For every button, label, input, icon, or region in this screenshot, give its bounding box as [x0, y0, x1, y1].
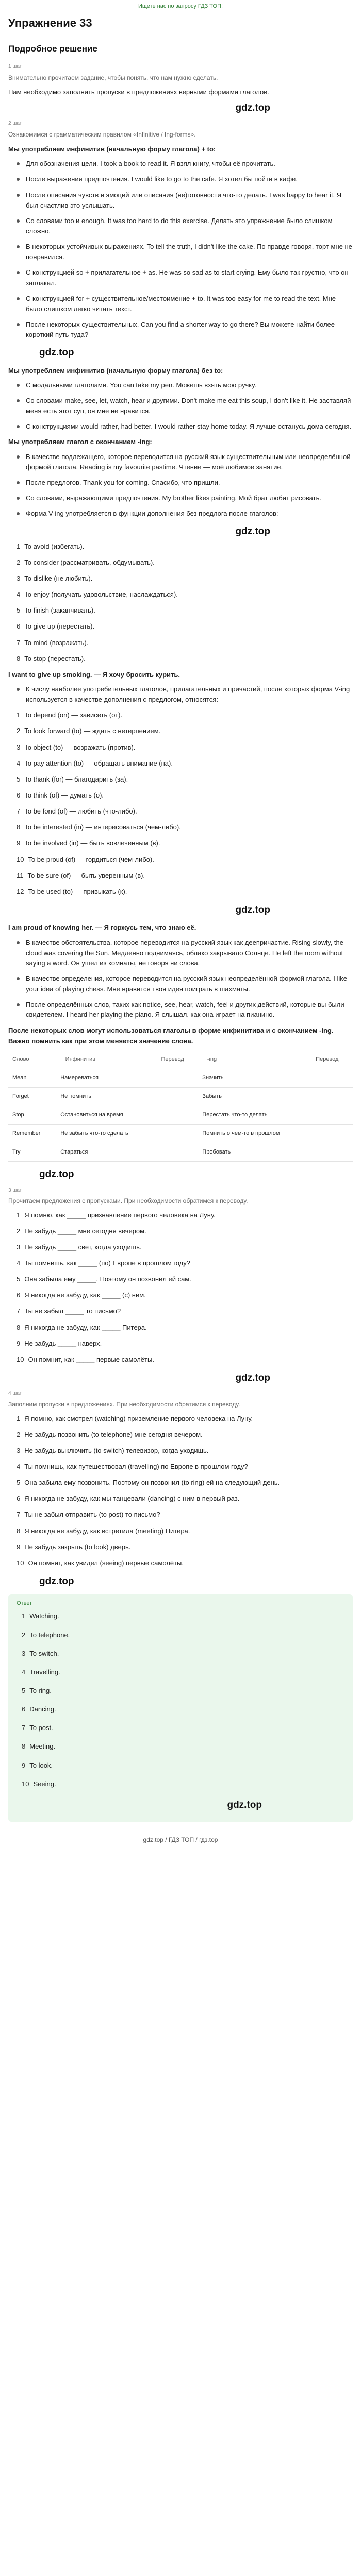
list-item: 8 Meeting. — [22, 1742, 56, 1751]
solution-heading: Подробное решение — [8, 44, 97, 54]
list-item: 10 Он помнит, как _____ первые самолёты. — [17, 1355, 154, 1363]
page-title: Упражнение 33 — [8, 16, 92, 29]
table-header: + Инфинитив — [56, 1050, 157, 1069]
list-item: В качестве подлежащего, которое переводится на русский язык существительным или неопределённой формой глагола. Reading is my favourite pastime. Чтение — моё любимое занятие. — [17, 452, 353, 472]
list-item: К числу наиболее употребительных глаголов, прилагательных и причастий, после которых форма V-ing используется в качестве дополнения с предлогом, относятся: — [17, 684, 353, 705]
watermark: gdz.top — [235, 526, 270, 537]
list-item: 2 To consider (рассматривать, обдумывать). — [17, 558, 155, 566]
list-item: 5 To ring. — [22, 1687, 52, 1695]
list-item: 9 To be involved (in) — быть вовлеченным (в). — [17, 839, 160, 848]
list-item: 1 Watching. — [22, 1612, 59, 1620]
list-item: 2 Не забудь _____ мне сегодня вечером. — [17, 1227, 146, 1235]
example-sentence: I want to give up smoking. — Я хочу бросить курить. — [8, 670, 180, 679]
step-label: 3 шаг — [8, 1187, 22, 1193]
table-header: Слово — [8, 1050, 56, 1069]
list-item: 7 To be fond (of) — любить (что-либо). — [17, 807, 137, 816]
list-item: После некоторых существительных. Can you find a shorter way to go there? Вы можете найти более короткий путь туда? — [17, 319, 353, 340]
list-item: Со словами, выражающими предпочтения. My brother likes painting. Мой брат любит рисовать. — [17, 493, 353, 503]
list-item: 9 Не забудь _____ наверх. — [17, 1339, 102, 1347]
list-item: В качестве определения, которое переводится на русский язык неопределённой формой глагола. I like your idea of playing chess. Мне нравится твоя идея поиграть в шахматы. — [17, 974, 353, 994]
list-item: 4 To enjoy (получать удовольствие, наслаждаться). — [17, 590, 178, 599]
list-item: Со словами make, see, let, watch, hear и другими. Don't make me eat this soup, I don't like it. Не заставляй меня есть этот суп, он мне не нравится. — [17, 396, 353, 416]
list-item: С конструкцией so + прилагательное + as. He was so sad as to start crying. Ему было так грустно, что он заплакал. — [17, 267, 353, 288]
rule-list — [8, 452, 353, 519]
list-item: 8 To stop (перестать). — [17, 654, 86, 663]
list-item: 3 To dislike (не любить). — [17, 574, 93, 583]
watermark: gdz.top — [235, 102, 270, 113]
section-title: Мы употребляем инфинитив (начальную форму глагола) + to: — [8, 145, 216, 154]
answer-box — [8, 1594, 353, 1822]
list-item: 9 To look. — [22, 1761, 53, 1769]
step-label: 2 шаг — [8, 121, 22, 127]
list-item: 6 To think (of) — думать (о). — [17, 791, 104, 799]
step-task: Прочитаем предложения с пропусками. При необходимости обратимся к переводу. — [8, 1197, 248, 1205]
verb-list — [8, 541, 353, 664]
list-item: 10 To be proud (of) — гордиться (чем-либо). — [17, 855, 154, 863]
section-title: Мы употребляем глагол с окончанием -ing: — [8, 438, 152, 446]
step-label: 4 шаг — [8, 1391, 22, 1397]
table-header-row — [8, 1050, 353, 1069]
top-link[interactable]: Ищете нас по запросу ГДЗ ТОП! — [138, 3, 223, 9]
list-item: 6 Dancing. — [22, 1705, 56, 1714]
list-item: После определённых слов, таких как notice, see, hear, watch, feel и других действий, которые вы были свидетелем. I heard her playing the piano. Я слышал, как она играет на пианино. — [17, 999, 353, 1020]
list-item: 10 Он помнит, как увидел (seeing) первые самолёты. — [17, 1558, 184, 1567]
list-item: 9 Не забудь закрыть (to look) дверь. — [17, 1543, 131, 1551]
step-1 — [8, 63, 353, 97]
rule-list — [8, 684, 353, 705]
step-2 — [8, 120, 353, 1162]
verb-list — [8, 710, 353, 897]
list-item: В качестве обстоятельства, которое переводится на русский язык как деепричастие. Rising slowly, the cloud was covering the Sun. Медленно поднимаясь, облако закрывало Солнце. He left the room without saying a word. Он ушел из комнаты, не говоря ни слова. — [17, 938, 353, 969]
watermark: gdz.top — [235, 1372, 270, 1384]
list-item: 6 To give up (перестать). — [17, 622, 95, 631]
list-item: Для обозначения цели. I took a book to read it. Я взял книгу, чтобы её прочитать. — [17, 159, 353, 169]
step-label: 1 шаг — [8, 64, 22, 70]
watermark: gdz.top — [235, 904, 270, 916]
list-item: 1 To avoid (избегать). — [17, 542, 85, 550]
list-item: 1 To depend (on) — зависеть (от). — [17, 711, 123, 719]
list-item: 12 To be used (to) — привыкать (к). — [17, 887, 127, 895]
watermark: gdz.top — [39, 1575, 74, 1587]
list-item: С модальными глаголами. You can take my pen. Можешь взять мою ручку. — [17, 380, 353, 391]
list-item: После выражения предпочтения. I would like to go to the cafe. Я хотел бы пойти в кафе. — [17, 174, 353, 184]
list-item: Со словами too и enough. It was too hard to do this exercise. Делать это упражнение было слишком сложно. — [17, 216, 353, 236]
list-item: 4 Travelling. — [22, 1668, 60, 1676]
table-row: Mean Намереваться Значить — [8, 1069, 353, 1087]
list-item: 7 To post. — [22, 1724, 53, 1732]
list-item: После описания чувств и эмоций или описания (не)готовности что-то делать. I was happy to hear it. Я был счастлив это услышать. — [17, 190, 353, 211]
step-task: Ознакомимся с грамматическим правилом «Infinitive / Ing-forms». — [8, 130, 196, 138]
list-item: 7 Ты не забыл _____ то письмо? — [17, 1307, 121, 1315]
list-item: С конструкциями would rather, had better. I would rather stay home today. Я лучше останусь дома сегодня. — [17, 421, 353, 432]
list-item: 8 Я никогда не забуду, как _____ Питера. — [17, 1323, 147, 1331]
sentence-list — [8, 1414, 353, 1568]
rule-list — [8, 159, 353, 340]
list-item: 3 Не забудь выключить (to switch) телевизор, когда уходишь. — [17, 1446, 209, 1454]
watermark: gdz.top — [39, 347, 74, 359]
list-item: 8 To be interested (in) — интересоваться (чем-либо). — [17, 823, 181, 832]
step-task: Внимательно прочитаем задание, чтобы понять, что нам нужно сделать. — [8, 74, 218, 81]
table-header: + -ing — [198, 1050, 311, 1069]
list-item: Форма V-ing употребляется в функции дополнения без предлога после глаголов: — [17, 509, 353, 519]
step-task: Заполним пропуски в предложениях. При необходимости обратимся к переводу. — [8, 1400, 240, 1408]
list-item: 2 To look forward (to) — ждать с нетерпением. — [17, 727, 161, 735]
list-item: 2 Не забудь позвонить (to telephone) мне сегодня вечером. — [17, 1430, 203, 1438]
list-item: 5 To thank (for) — благодарить (за). — [17, 775, 128, 783]
example-sentence: I am proud of knowing her. — Я горжусь тем, что знаю её. — [8, 924, 196, 932]
list-item: 8 Я никогда не забуду, как встретила (meeting) Питера. — [17, 1527, 190, 1535]
list-item: 6 Я никогда не забуду, как _____ (с) ним. — [17, 1291, 146, 1299]
table-header: Перевод — [311, 1050, 353, 1069]
answer-list — [17, 1611, 344, 1789]
list-item: 3 Не забудь _____ свет, когда уходишь. — [17, 1243, 142, 1251]
section-title: Мы употребляем инфинитив (начальную форму глагола) без to: — [8, 366, 223, 375]
watermark: gdz.top — [39, 1169, 74, 1180]
rule-list — [8, 938, 353, 1021]
step-4 — [8, 1389, 353, 1568]
table-title: После некоторых слов могут использоваться глаголы в форме инфинитива и с окончанием -ing. Важно помнить как при этом меняется значение слова. — [8, 1026, 334, 1045]
table-row: Try Стараться Пробовать — [8, 1143, 353, 1162]
content — [0, 14, 361, 1832]
footer-links[interactable]: gdz.top / ГДЗ ТОП / гдз.top — [143, 1836, 218, 1844]
list-item: 1 Я помню, как смотрел (watching) приземление первого человека на Луну. — [17, 1414, 253, 1422]
list-item: 5 Она забыла ему позвонить. Поэтому он позвонил (to ring) ей на следующий день. — [17, 1479, 280, 1487]
table-row: Stop Остановиться на время Перестать что-то делать — [8, 1106, 353, 1124]
list-item: С конструкцией for + существительное/местоимение + to. It was too easy for me to read the text. Мне было слишком легко читать текст. — [17, 294, 353, 314]
list-item: 3 To object (to) — возражать (против). — [17, 743, 136, 751]
table-header: Перевод — [157, 1050, 199, 1069]
step-text: Нам необходимо заполнить пропуски в предложениях верными формами глаголов. — [8, 88, 269, 96]
list-item: 4 To pay attention (to) — обращать внимание (на). — [17, 759, 173, 767]
answer-label: Ответ — [17, 1600, 32, 1607]
sentence-list — [8, 1210, 353, 1365]
table-row: Remember Не забыть что-то сделать Помнить о чем-то в прошлом — [8, 1125, 353, 1143]
step-3 — [8, 1187, 353, 1365]
list-item: 5 To finish (заканчивать). — [17, 606, 95, 615]
rule-list — [8, 380, 353, 432]
table-row: Forget Не помнить Забыть — [8, 1087, 353, 1106]
list-item: 10 Seeing. — [22, 1780, 56, 1788]
comparison-table — [8, 1050, 353, 1162]
list-item: 2 To telephone. — [22, 1631, 70, 1639]
list-item: 7 To mind (возражать). — [17, 638, 89, 647]
list-item: 3 To switch. — [22, 1649, 59, 1657]
watermark: gdz.top — [227, 1799, 262, 1810]
list-item: 5 Она забыла ему _____. Поэтому он позвонил ей сам. — [17, 1275, 191, 1283]
list-item: В некоторых устойчивых выражениях. To tell the truth, I didn't like the cake. По правде говоря, торт мне не понравился. — [17, 242, 353, 262]
list-item: 4 Ты помнишь, как _____ (по) Европе в прошлом году? — [17, 1259, 191, 1267]
list-item: 11 To be sure (of) — быть уверенным (в). — [17, 871, 145, 879]
list-item: 4 Ты помнишь, как путешествовал (travelling) по Европе в прошлом году? — [17, 1462, 248, 1470]
list-item: 1 Я помню, как _____ признавление первого человека на Луну. — [17, 1211, 216, 1219]
list-item: 6 Я никогда не забуду, как мы танцевали (dancing) с ним в первый раз. — [17, 1495, 240, 1503]
list-item: После предлогов. Thank you for coming. Спасибо, что пришли. — [17, 478, 353, 488]
list-item: 7 Ты не забыл отправить (to post) то письмо? — [17, 1511, 160, 1519]
